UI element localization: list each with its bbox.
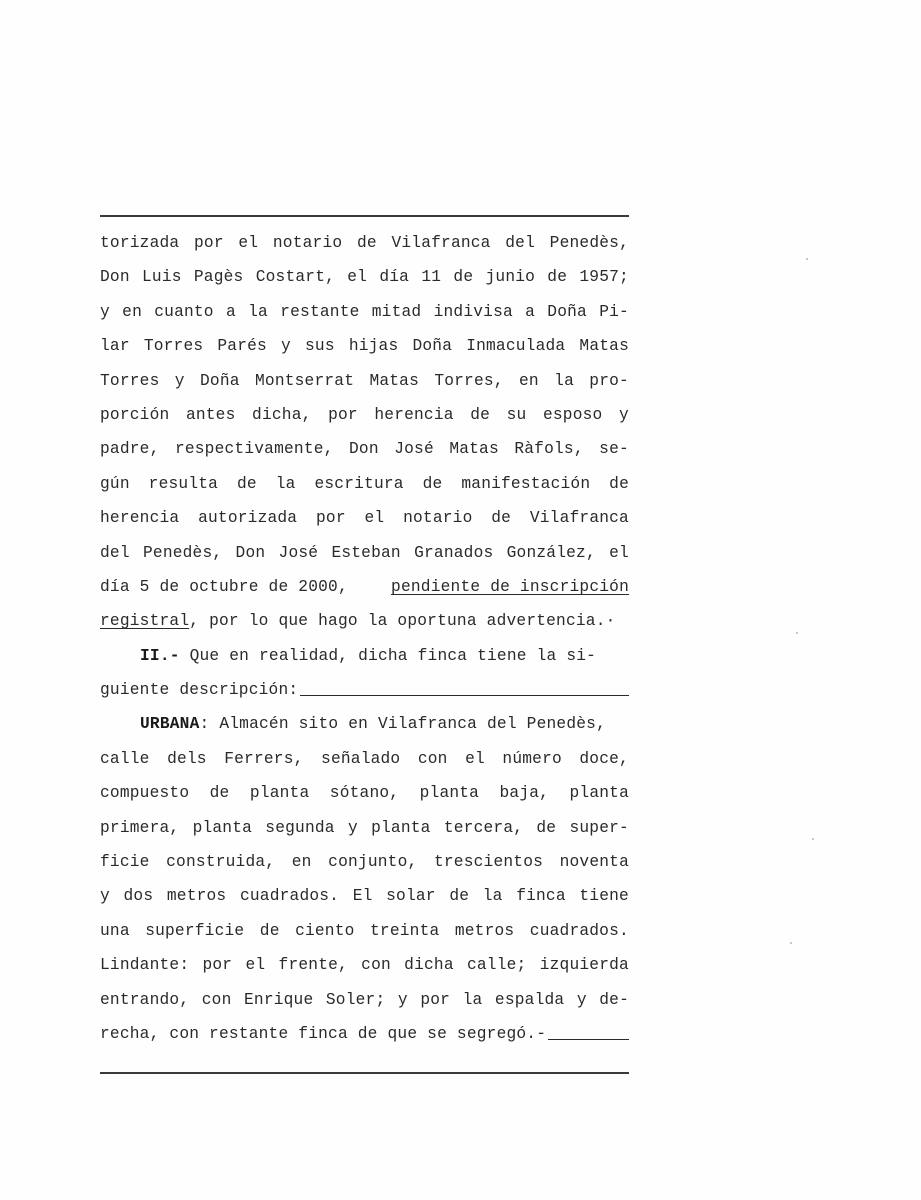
word: Matas bbox=[449, 440, 499, 459]
word: Vilafranca bbox=[391, 234, 491, 252]
word: José bbox=[278, 543, 319, 562]
word: dels bbox=[167, 749, 207, 768]
word: de bbox=[422, 474, 443, 493]
word: ciento bbox=[295, 921, 355, 940]
word: el bbox=[364, 509, 385, 528]
text-line bbox=[100, 707, 629, 741]
word: día bbox=[379, 268, 410, 287]
word: herencia bbox=[100, 509, 180, 528]
bottom-rule bbox=[100, 1072, 629, 1074]
word: de bbox=[453, 268, 474, 287]
word: Torres, bbox=[434, 371, 504, 390]
word: Inmaculada bbox=[466, 337, 566, 356]
text-line bbox=[100, 879, 629, 913]
document-body bbox=[100, 226, 629, 1051]
word: Doña bbox=[200, 371, 240, 390]
word: Don bbox=[349, 440, 379, 459]
word: Matas bbox=[579, 337, 629, 356]
word: por bbox=[420, 990, 451, 1009]
word: hijas bbox=[348, 337, 399, 356]
word: Matas bbox=[369, 371, 420, 390]
word: Doña bbox=[412, 337, 453, 356]
word: finca bbox=[516, 887, 566, 906]
word: trescientos bbox=[433, 853, 544, 872]
word: a bbox=[525, 302, 536, 321]
text-line bbox=[100, 226, 629, 260]
text-segment: guiente descripción: bbox=[100, 681, 299, 700]
word: Torres bbox=[143, 337, 204, 356]
word: Granados bbox=[414, 543, 494, 562]
text-segment: día 5 de octubre de 2000, bbox=[100, 577, 348, 596]
word: con bbox=[201, 990, 232, 1009]
section-heading: URBANA bbox=[140, 715, 200, 734]
word: izquierda bbox=[539, 956, 629, 975]
underlined-text: registral bbox=[100, 612, 190, 631]
word: de bbox=[491, 509, 512, 528]
text-line bbox=[100, 570, 629, 604]
word: y bbox=[100, 302, 110, 321]
word: tiene bbox=[579, 887, 629, 906]
word: Lindante: bbox=[100, 956, 190, 975]
text-segment: Que en realidad, dicha finca tiene la si- bbox=[189, 646, 597, 665]
word: Esteban bbox=[331, 543, 401, 562]
word: de bbox=[236, 474, 257, 493]
word: en bbox=[291, 853, 312, 872]
word: el bbox=[238, 234, 259, 252]
text-line bbox=[100, 948, 629, 982]
word: cuadrados. bbox=[239, 887, 340, 906]
text-line bbox=[100, 673, 629, 707]
text-line bbox=[100, 983, 629, 1017]
word: con bbox=[361, 956, 391, 975]
word: por bbox=[202, 956, 233, 975]
word: el bbox=[245, 956, 266, 975]
word: sus bbox=[305, 337, 335, 356]
word: Ferrers, bbox=[224, 749, 304, 768]
word: y bbox=[174, 371, 185, 390]
word: Torres bbox=[100, 371, 160, 390]
word: de bbox=[547, 268, 568, 287]
word: conjunto, bbox=[328, 853, 418, 872]
word: por bbox=[328, 405, 358, 424]
word: y bbox=[397, 990, 408, 1009]
word: antes bbox=[185, 405, 236, 424]
word: padre, bbox=[100, 440, 160, 459]
text-line bbox=[100, 604, 629, 638]
word: resulta bbox=[148, 474, 219, 493]
word: la bbox=[275, 474, 296, 493]
text-line bbox=[100, 329, 629, 363]
scan-speck bbox=[790, 942, 792, 944]
word: de bbox=[536, 818, 557, 837]
word: el bbox=[609, 543, 629, 562]
word: metros bbox=[166, 887, 227, 906]
word: de bbox=[356, 234, 377, 252]
word: Vilafranca bbox=[529, 509, 629, 528]
word: noventa bbox=[559, 853, 629, 872]
word: González, bbox=[506, 543, 596, 562]
word: de bbox=[609, 474, 629, 493]
word: entrando, bbox=[100, 990, 190, 1009]
word: compuesto bbox=[100, 784, 190, 803]
word: espalda bbox=[494, 990, 565, 1009]
word: dicha bbox=[404, 956, 454, 975]
word: Doña bbox=[547, 302, 587, 321]
word: de- bbox=[599, 990, 629, 1009]
word: doce, bbox=[579, 749, 629, 768]
word: la bbox=[554, 371, 574, 390]
word: planta bbox=[419, 784, 480, 803]
word: cuadrados. bbox=[529, 921, 629, 940]
word: planta bbox=[569, 784, 629, 803]
word: solar bbox=[386, 887, 436, 906]
word: escritura bbox=[314, 474, 404, 493]
text-line bbox=[100, 776, 629, 810]
word: Penedès, bbox=[549, 234, 629, 252]
word: respectivamente, bbox=[174, 440, 334, 459]
word: ficie bbox=[100, 853, 150, 872]
word: y bbox=[347, 818, 358, 837]
top-rule bbox=[100, 215, 629, 217]
section-heading: II.- bbox=[140, 646, 180, 665]
word: dicha, bbox=[252, 405, 312, 424]
word: Soler; bbox=[325, 990, 386, 1009]
text-line bbox=[100, 364, 629, 398]
word: construida, bbox=[166, 853, 276, 872]
word: metros bbox=[454, 921, 515, 940]
text-segment: recha, con restante finca de que se segregó.- bbox=[100, 1024, 547, 1043]
word: mitad bbox=[371, 302, 422, 321]
word: pro- bbox=[589, 371, 629, 390]
word: Montserrat bbox=[254, 371, 355, 390]
word: frente, bbox=[278, 956, 348, 975]
scan-speck bbox=[806, 258, 808, 260]
word: herencia bbox=[374, 405, 454, 424]
word: de bbox=[209, 784, 230, 803]
text-line bbox=[100, 742, 629, 776]
text-line bbox=[100, 501, 629, 535]
word: y bbox=[576, 990, 587, 1009]
word: segunda bbox=[265, 818, 335, 837]
word: indivisa bbox=[433, 302, 513, 321]
fill-dash bbox=[548, 1017, 629, 1040]
word: Pagès bbox=[193, 268, 244, 287]
word: gún bbox=[100, 474, 130, 493]
word: el bbox=[347, 268, 368, 287]
word: número bbox=[502, 749, 562, 768]
word: Ràfols, bbox=[514, 440, 584, 459]
word: junio bbox=[485, 268, 536, 287]
scan-speck bbox=[812, 838, 814, 840]
word: Luis bbox=[141, 268, 182, 287]
word: la bbox=[462, 990, 483, 1009]
text-line bbox=[100, 295, 629, 329]
word: notario bbox=[272, 234, 343, 252]
word: esposo bbox=[542, 405, 603, 424]
word: manifestación bbox=[461, 474, 591, 493]
word: la bbox=[482, 887, 503, 906]
word: de bbox=[449, 887, 470, 906]
text-line bbox=[100, 811, 629, 845]
word: a bbox=[225, 302, 236, 321]
word: superficie bbox=[145, 921, 245, 940]
underlined-text: pendiente de inscripción bbox=[391, 577, 629, 596]
word: lar bbox=[100, 337, 130, 356]
word: dos bbox=[123, 887, 154, 906]
word: calle bbox=[100, 749, 150, 768]
word: planta bbox=[192, 818, 253, 837]
word: José bbox=[394, 440, 434, 459]
text-line bbox=[100, 845, 629, 879]
word: treinta bbox=[370, 921, 440, 940]
word: super- bbox=[569, 818, 629, 837]
text-segment bbox=[180, 639, 190, 673]
word: primera, bbox=[100, 818, 180, 837]
word: y bbox=[619, 405, 629, 424]
word: planta bbox=[249, 784, 310, 803]
word: Parés bbox=[217, 337, 267, 356]
word: la bbox=[248, 302, 268, 321]
word: Penedès, bbox=[142, 543, 223, 562]
word: 1957; bbox=[579, 268, 629, 287]
word: señalado bbox=[321, 749, 401, 768]
word: de bbox=[259, 921, 280, 940]
fill-dash bbox=[300, 673, 629, 696]
word: Don bbox=[100, 268, 130, 287]
word: de bbox=[470, 405, 491, 424]
word: restante bbox=[280, 302, 360, 321]
word: porción bbox=[100, 405, 170, 424]
word: Costart, bbox=[255, 268, 336, 287]
word: baja, bbox=[499, 784, 550, 803]
text-segment: , por lo que hago la oportuna advertencia.· bbox=[189, 612, 616, 631]
word: tercera, bbox=[443, 818, 524, 837]
word: cuanto bbox=[154, 302, 214, 321]
word: en bbox=[519, 371, 539, 390]
word: planta bbox=[371, 818, 431, 837]
text-line bbox=[100, 260, 629, 294]
text-line bbox=[100, 432, 629, 466]
word: El bbox=[352, 887, 373, 906]
word: por bbox=[193, 234, 224, 252]
word: su bbox=[506, 405, 527, 424]
text-line bbox=[100, 467, 629, 501]
word: 11 bbox=[421, 268, 442, 287]
word: torizada bbox=[100, 234, 180, 252]
word: Don bbox=[235, 543, 266, 562]
word: y bbox=[281, 337, 291, 356]
word: por bbox=[315, 509, 346, 528]
word: del bbox=[100, 543, 130, 562]
word: autorizada bbox=[198, 509, 298, 528]
word: notario bbox=[403, 509, 473, 528]
word: se- bbox=[599, 440, 629, 459]
word: sótano, bbox=[329, 784, 400, 803]
word: Enrique bbox=[243, 990, 314, 1009]
text-segment: : Almacén sito en Vilafranca del Penedès, bbox=[199, 715, 606, 734]
word: en bbox=[122, 302, 142, 321]
word: con bbox=[417, 749, 448, 768]
word: Pi- bbox=[599, 302, 629, 321]
word: el bbox=[465, 749, 485, 768]
text-line bbox=[100, 1017, 629, 1051]
scan-speck bbox=[796, 632, 798, 634]
text-line bbox=[100, 398, 629, 432]
word: y bbox=[100, 887, 110, 906]
word: una bbox=[100, 921, 130, 940]
word: del bbox=[505, 234, 536, 252]
text-line bbox=[100, 536, 629, 570]
text-line bbox=[100, 639, 629, 673]
word: calle; bbox=[466, 956, 527, 975]
text-line bbox=[100, 914, 629, 948]
